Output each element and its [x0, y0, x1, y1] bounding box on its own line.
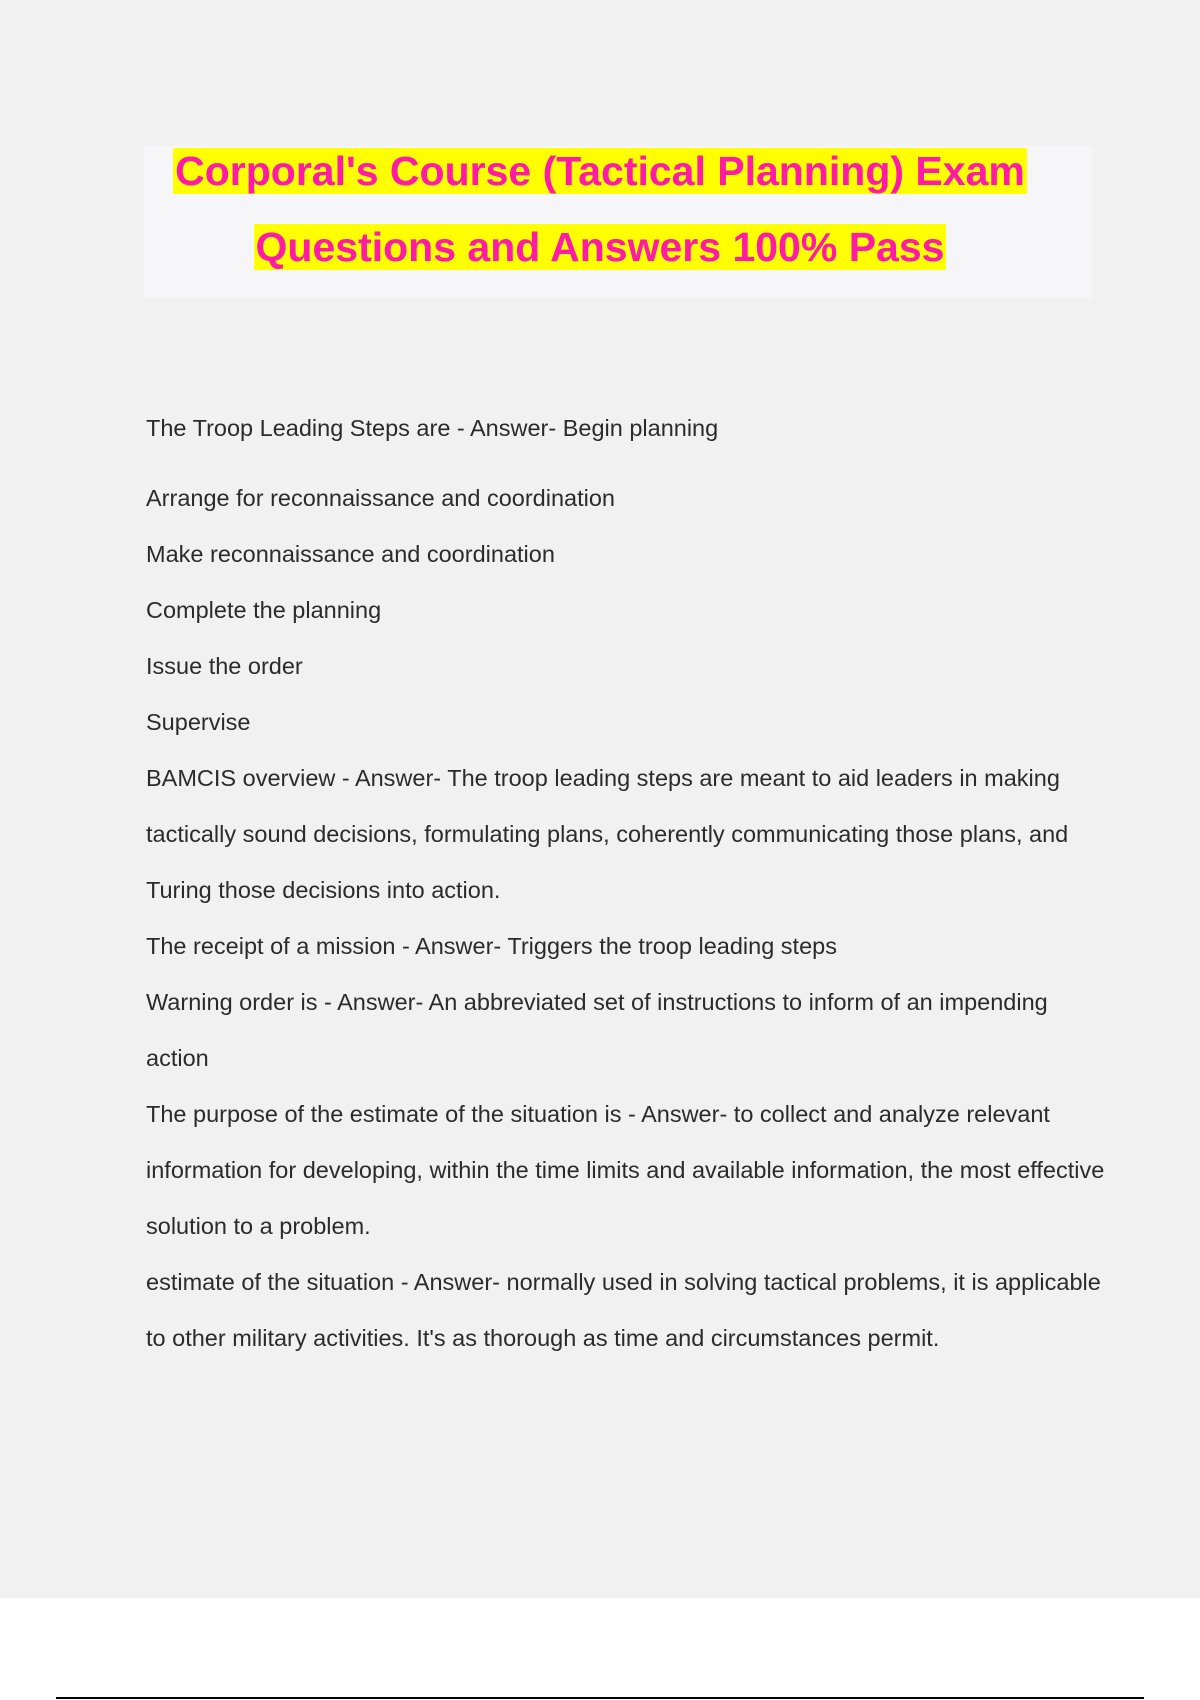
title-highlight-2: Questions and Answers 100% Pass: [255, 224, 945, 270]
title-highlight-1: Corporal's Course (Tactical Planning) Exam: [175, 148, 1025, 194]
answer-step-make: Make reconnaissance and coordination: [146, 541, 555, 567]
document-title-line-1: [0, 146, 1200, 196]
answer-step-arrange: Arrange for reconnaissance and coordination: [146, 485, 615, 511]
question-estimate-of-situation: estimate of the situation - Answer- normally used in solving tactical problems, it is applicable to other military activities. It's as thorough as time and circumstances permit.: [146, 1269, 1101, 1351]
question-purpose-estimate: The purpose of the estimate of the situation is - Answer- to collect and analyze relevant information for developing, within the time limits and available information, the most effective solution to a problem.: [146, 1101, 1105, 1239]
answer-step-supervise: Supervise: [146, 709, 251, 735]
answer-step-issue: Issue the order: [146, 653, 303, 679]
question-warning-order: Warning order is - Answer- An abbreviated set of instructions to inform of an impending action: [146, 989, 1048, 1071]
answer-step-complete: Complete the planning: [146, 597, 382, 623]
question-receipt-of-mission: The receipt of a mission - Answer- Triggers the troop leading steps: [146, 933, 837, 959]
question-bamcis-overview: BAMCIS overview - Answer- The troop leading steps are meant to aid leaders in making tactically sound decisions, formulating plans, coherently communicating those plans, and Turing those decisions into action.: [146, 765, 1069, 903]
question-troop-leading-steps: The Troop Leading Steps are - Answer- Begin planning: [146, 415, 719, 441]
footer-divider: [56, 1697, 1144, 1699]
document-body: [146, 400, 1106, 1366]
document-title-line-2: [0, 222, 1200, 272]
